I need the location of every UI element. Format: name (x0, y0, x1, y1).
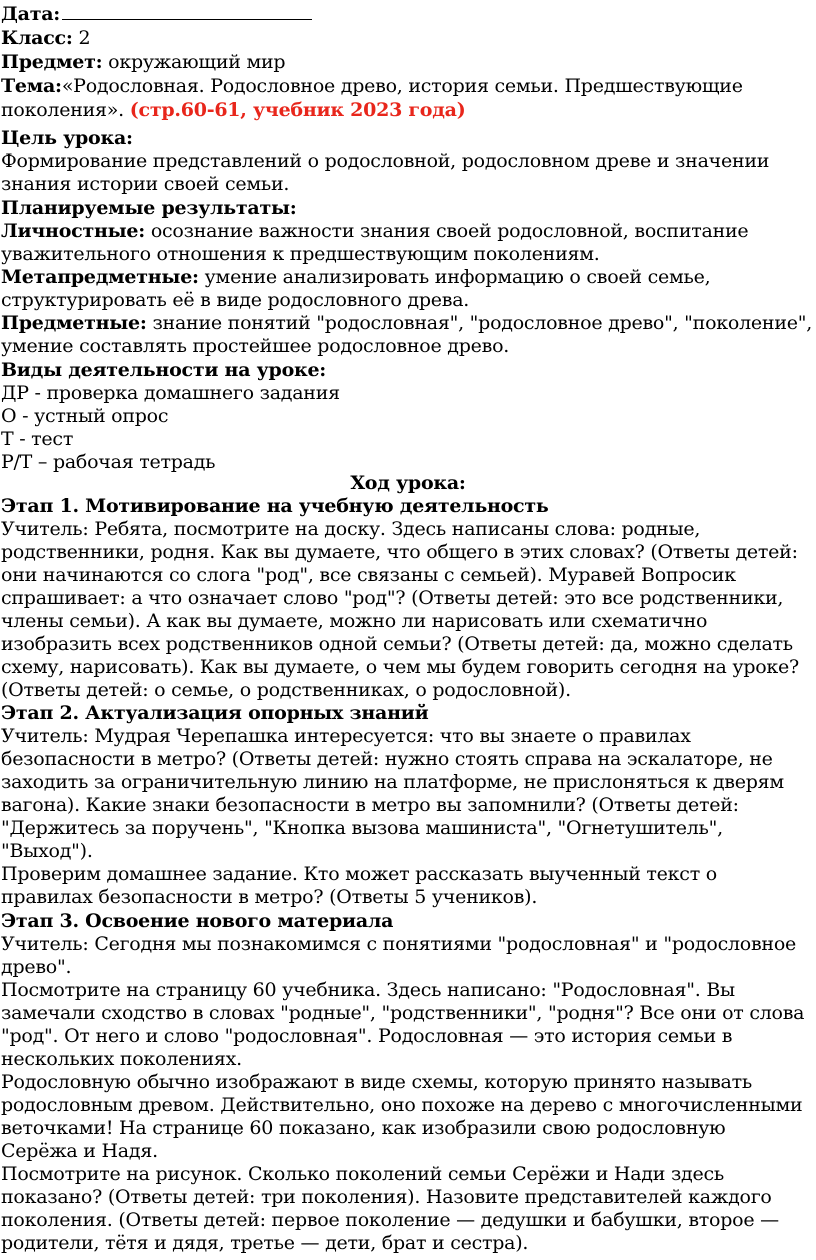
stage-2-line: безопасности в метро? (Ответы детей: нужно стоять справа на эскалаторе, не (1, 748, 773, 770)
date-label: Дата: (1, 3, 61, 25)
subject-line (1, 50, 285, 74)
stage-1-title: Этап 1. Мотивирование на учебную деятельность (1, 495, 549, 517)
stage-2-line: правилах безопасности в метро? (Ответы 5 учеников). (1, 886, 538, 908)
stage-3-line: древо". (1, 956, 72, 978)
date-line (1, 2, 312, 26)
stage-3-line: Учитель: Сегодня мы познакомимся с понятиями "родословная" и "родословное (1, 933, 797, 955)
stage-3-line: Родословную обычно изображают в виде схемы, которую принято называть (1, 1071, 752, 1093)
topic-line-2 (1, 98, 465, 122)
stage-2-line: заходить за ограничительную линию на платформе, не прислоняться к дверям (1, 771, 784, 793)
stage-3-line: родословным древом. Действительно, оно похоже на дерево с многочисленными (1, 1094, 803, 1116)
meta-results-line-2: структурировать её в виде родословного древа. (1, 289, 470, 311)
stage-1-line: они начинаются со слога "род", все связаны с семьей). Муравей Вопросик (1, 564, 736, 586)
topic-text-1: «Родословная. Родословное древо, история семьи. Предшествующие (61, 75, 743, 97)
stage-2-title: Этап 2. Актуализация опорных знаний (1, 702, 429, 724)
results-heading: Планируемые результаты: (1, 197, 297, 219)
date-blank-line (62, 2, 312, 20)
goal-heading: Цель урока: (1, 127, 133, 149)
personal-results-text: осознание важности знания своей родословной, воспитание (145, 220, 749, 242)
stage-1-line: (Ответы детей: о семье, о родственниках, о родословной). (1, 679, 571, 701)
class-label: Класс: (1, 27, 73, 49)
stage-3-line: поколения. (Ответы детей: первое поколение — дедушки и бабушки, второе — (1, 1209, 779, 1231)
subject-results-text: знание понятий "родословная", "родословное древо", "поколение", (146, 312, 813, 334)
stage-2-line: Проверим домашнее задание. Кто может рассказать выученный текст о (1, 863, 717, 885)
stage-3-line: Посмотрите на страницу 60 учебника. Здесь написано: "Родословная". Вы (1, 979, 735, 1001)
personal-results-label: Личностные: (1, 220, 146, 242)
stage-3-line: показано? (Ответы детей: три поколения). Назовите представителей каждого (1, 1186, 772, 1208)
activities-heading: Виды деятельности на уроке: (1, 359, 327, 381)
meta-results-line-1 (1, 265, 710, 289)
stage-1-line: спрашивает: а что означает слово "род"? (Ответы детей: это все родственники, (1, 587, 784, 609)
stage-3-line: замечали сходство в словах "родные", "родственники", "родня"? Все они от слова (1, 1002, 805, 1024)
activity-item: Р/Т – рабочая тетрадь (1, 451, 216, 473)
stage-3-line: Серёжа и Надя. (1, 1140, 158, 1162)
subject-results-line-1 (1, 311, 812, 335)
meta-results-label: Метапредметные: (1, 266, 199, 288)
subject-label: Предмет: (1, 51, 103, 73)
stage-1-line: родственники, родня. Как вы думаете, что общего в этих словах? (Ответы детей: (1, 541, 798, 563)
stage-3-line: Посмотрите на рисунок. Сколько поколений семьи Серёжи и Нади здесь (1, 1163, 724, 1185)
textbook-pages-note: (стр.60-61, учебник 2023 года) (129, 99, 466, 121)
stage-1-line: Учитель: Ребята, посмотрите на доску. Здесь написаны слова: родные, (1, 518, 701, 540)
stage-2-line: Учитель: Мудрая Черепашка интересуется: что вы знаете о правилах (1, 725, 691, 747)
stage-1-line: схему, нарисовать). Как вы думаете, о чем мы будем говорить сегодня на уроке? (1, 656, 799, 678)
activity-item: ДР - проверка домашнего задания (1, 382, 340, 404)
stage-1-line: члены семьи). А как вы думаете, можно ли нарисовать или схематично (1, 610, 708, 632)
goal-line: Формирование представлений о родословной, родословном древе и значении (1, 150, 770, 172)
stage-3-line: "род". От него и слово "родословная". Родословная — это история семьи в (1, 1025, 733, 1047)
stage-3-title: Этап 3. Освоение нового материала (1, 910, 394, 932)
stage-2-line: "Выход"). (1, 840, 93, 862)
topic-line-1 (1, 74, 743, 98)
class-value: 2 (78, 27, 91, 49)
lesson-heading: Ход урока: (350, 472, 466, 494)
class-line (1, 26, 90, 50)
activity-item: Т - тест (1, 428, 74, 450)
goal-line: знания истории своей семьи. (1, 173, 290, 195)
stage-3-line: родители, тётя и дядя, третье — дети, брат и сестра). (1, 1232, 529, 1254)
personal-results-line-2: уважительного отношения к предшествующим поколениям. (1, 243, 600, 265)
subject-results-label: Предметные: (1, 312, 147, 334)
stage-2-line: "Держитесь за поручень", "Кнопка вызова машиниста", "Огнетушитель", (1, 817, 723, 839)
subject-value: окружающий мир (108, 51, 286, 73)
subject-results-line-2: умение составлять простейшее родословное древо. (1, 335, 510, 357)
activity-item: О - устный опрос (1, 405, 169, 427)
stage-3-line: нескольких поколениях. (1, 1048, 242, 1070)
stage-2-line: вагона). Какие знаки безопасности в метро вы запомнили? (Ответы детей: (1, 794, 739, 816)
personal-results-line-1 (1, 219, 748, 243)
stage-3-line: веточками! На странице 60 показано, как изобразили свою родословную (1, 1117, 726, 1139)
topic-text-2: поколения». (1, 99, 124, 121)
topic-label: Тема: (1, 75, 62, 97)
stage-1-line: изобразить всех родственников одной семьи? (Ответы детей: да, можно сделать (1, 633, 793, 655)
meta-results-text: умение анализировать информацию о своей семье, (198, 266, 711, 288)
